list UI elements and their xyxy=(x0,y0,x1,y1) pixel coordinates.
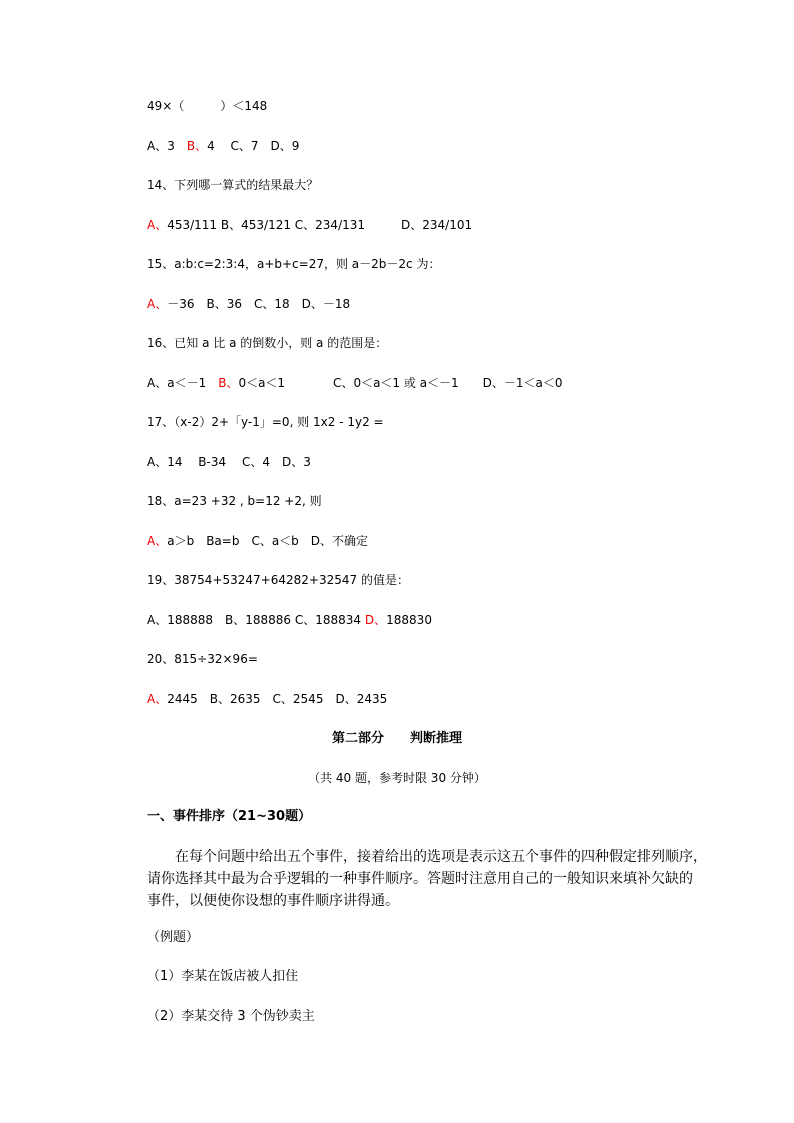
text-segment: A、3 xyxy=(147,139,187,153)
text-segment: 16、已知 a 比 a 的倒数小，则 a 的范围是： xyxy=(147,336,388,350)
q19-question xyxy=(147,572,409,588)
q20-options xyxy=(147,691,387,707)
text-segment: 15、a:b:c=2:3:4，a+b+c=27，则 a－2b－2c 为： xyxy=(147,257,441,271)
example-item-2: （2）李某交待 3 个伪钞卖主 xyxy=(147,1009,315,1024)
answer-marker: A、 xyxy=(147,534,168,548)
q14-options xyxy=(147,217,472,233)
text-segment: A、14 B-34 C、4 D、3 xyxy=(147,455,311,469)
q16-question xyxy=(147,335,387,351)
paragraph-line: 请你选择其中最为合乎逻辑的一种事件顺序。答题时注意用自己的一般知识来填补欠缺的 xyxy=(147,871,693,887)
text-segment: 4 C、7 D、9 xyxy=(207,139,300,153)
q15-options xyxy=(147,296,350,312)
section-title: 第二部分 判断推理 xyxy=(331,731,462,746)
section-subtitle: （共 40 题，参考时限 30 分钟） xyxy=(308,771,486,785)
q13-tail xyxy=(147,98,267,114)
text-segment: 20、815÷32×96= xyxy=(147,652,258,666)
q18-options xyxy=(147,533,368,549)
q14-question xyxy=(147,177,318,193)
text-segment: a＞b Ba=b C、a＜b D、不确定 xyxy=(167,534,369,548)
q17-question xyxy=(147,414,384,430)
text-segment: 49×（ ）＜148 xyxy=(147,99,268,113)
text-segment: 453/111 B、453/121 C、234/131 D、234/101 xyxy=(167,218,473,232)
answer-marker: A、 xyxy=(147,297,168,311)
answer-marker: B、 xyxy=(218,376,239,390)
text-segment: 14、下列哪一算式的结果最大？ xyxy=(147,178,319,192)
q15-question xyxy=(147,256,440,272)
answer-marker: A、 xyxy=(147,218,168,232)
example-label: （例题） xyxy=(147,930,200,945)
text-segment: A、188888 B、188886 C、188834 xyxy=(147,613,365,627)
q13-options xyxy=(147,138,299,154)
text-segment: 18、a=23 +32 , b=12 +2, 则 xyxy=(147,494,322,508)
instructions-paragraph xyxy=(147,846,707,912)
q20-question xyxy=(147,651,258,667)
q18-question xyxy=(147,493,322,509)
paragraph-line: 在每个问题中给出五个事件，接着给出的选项是表示这五个事件的四种假定排列顺序， xyxy=(147,849,707,865)
q19-options xyxy=(147,612,432,628)
text-segment: －36 B、36 C、18 D、－18 xyxy=(167,297,351,311)
text-segment: 19、38754+53247+64282+32547 的值是： xyxy=(147,573,409,587)
text-segment: 188830 xyxy=(386,613,432,627)
text-segment: 17、（x-2）2+「y-1」=0, 则 1x2 - 1y2 = xyxy=(147,415,384,429)
answer-marker: D、 xyxy=(364,613,387,627)
text-segment: 2445 B、2635 C、2545 D、2435 xyxy=(167,692,388,706)
q17-options xyxy=(147,454,311,470)
answer-marker: B、 xyxy=(186,139,208,153)
q16-options xyxy=(147,375,563,391)
paragraph-line: 事件，以便使你设想的事件顺序讲得通。 xyxy=(147,893,399,909)
answer-marker: A、 xyxy=(147,692,168,706)
example-item-1: （1）李某在饭店被人扣住 xyxy=(147,969,299,984)
text-segment: 0＜a＜1 C、0＜a＜1 或 a＜－1 D、－1＜a＜0 xyxy=(238,376,563,390)
subsection-heading: 一、事件排序（21~30题） xyxy=(147,809,312,824)
text-segment: A、a＜－1 xyxy=(147,376,219,390)
